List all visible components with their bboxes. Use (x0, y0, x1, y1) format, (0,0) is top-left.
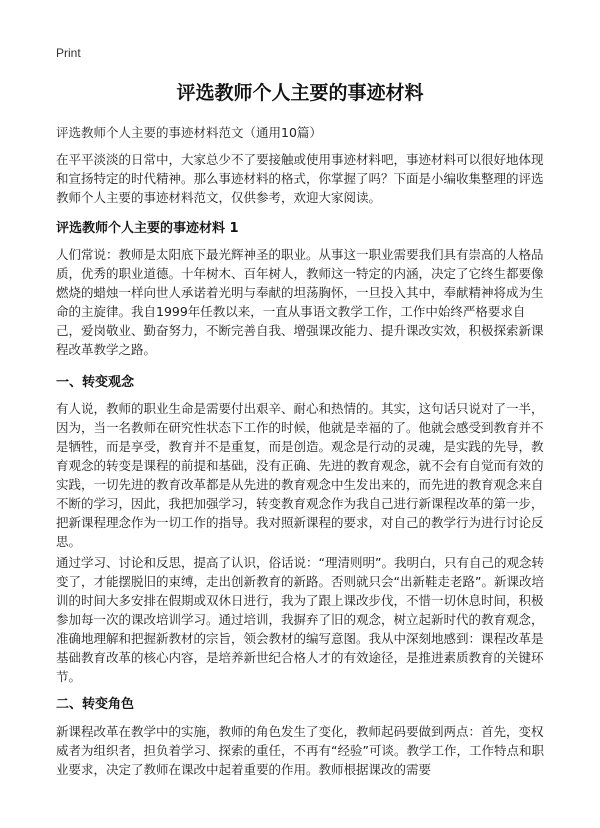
intro-paragraph: 在平平淡淡的日常中，大家总少不了要接触或使用事迹材料吧，事迹材料可以很好地体现和宣扬特定的时代精神。那么事迹材料的格式，你掌握了吗？下面是小编收集整理的评选教师个人主要的事迹材料范文，仅供参考，欢迎大家阅读。 (56, 152, 544, 205)
heading-change-role: 二、转变角色 (56, 697, 135, 712)
section-title: 评选教师个人主要的事迹材料 1 (56, 221, 239, 236)
body-paragraph-2: 有人说，教师的职业生命是需要付出艰辛、耐心和热情的。其实，这句话只说对了一半，因为，当一名教师在研究性状态下工作的时候，他就是幸福的了。他就会感受到教育并不是牺牲，而是享受，教育并不是重复，而是创造。观念是行动的灵魂，是实践的先导，教育观念的转变是课程的前提和基础，没有正确、先进的教育观念，就不会有自觉而有效的实践，一切先进的教育改革都是从先进的教育观念中生发出来的，而先进的教育观念来自不断的学习，因此，我把加强学习，转变教育观念作为我自己进行新课程改革的第一步，把新课程理念作为一切工作的指导。我对照新课程的要求，对自己的教学行为进行讨论反思。 (56, 401, 544, 549)
body-paragraph-4: 新课程改革在教学中的实施，教师的角色发生了变化，教师起码要做到两点：首先，变权威者为组织者，担负着学习、探索的重任，不再有“经验”可谈。教学工作，工作特点和职业要求，决定了教师在课改中起着重要的作用。教师根据课改的需要 (56, 724, 544, 777)
body-paragraph-3: 通过学习、讨论和反思，提高了认识，俗话说：“理清则明”。我明白，只有自己的观念转变了，才能摆脱旧的束缚，走出创新教育的新路。否则就只会“出新鞋走老路”。新课改培训的时间大多安排在假期或双休日进行，我为了跟上课改步伐，不惜一切休息时间，积极参加每一次的课改培训学习。通过培训，我摒弃了旧的观念，树立起新时代的教育观念，准确地理解和把握新教材的宗旨，领会教材的编写意图。我从中深刻地感到：课程改革是基础教育改革的核心内容，是培养新世纪合格人才的有效途径，是推进素质教育的关键环节。 (56, 555, 544, 684)
heading-change-concept: 一、转变观念 (56, 375, 135, 390)
document-title: 评选教师个人主要的事迹材料 (176, 82, 424, 104)
print-link[interactable]: Print (56, 46, 81, 60)
body-paragraph-1: 人们常说：教师是太阳底下最光辉神圣的职业。从事这一职业需要我们具有崇高的人格品质，优秀的职业道德。十年树木、百年树人，教师这一特定的内涵，决定了它终生都要像燃烧的蜡烛一样向世人承诺着光明与奉献的坦荡胸怀，一旦投入其中，奉献精神将成为生命的主旋律。我自1999年任教以来，一直从事语文教学工作，工作中始终严格要求自己，爱岗敬业、勤奋努力，不断完善自我、增强课改能力、提升课改实效，积极探索新课程改革教学之路。 (56, 247, 544, 357)
document-subtitle: 评选教师个人主要的事迹材料范文（通用10篇） (56, 125, 322, 140)
